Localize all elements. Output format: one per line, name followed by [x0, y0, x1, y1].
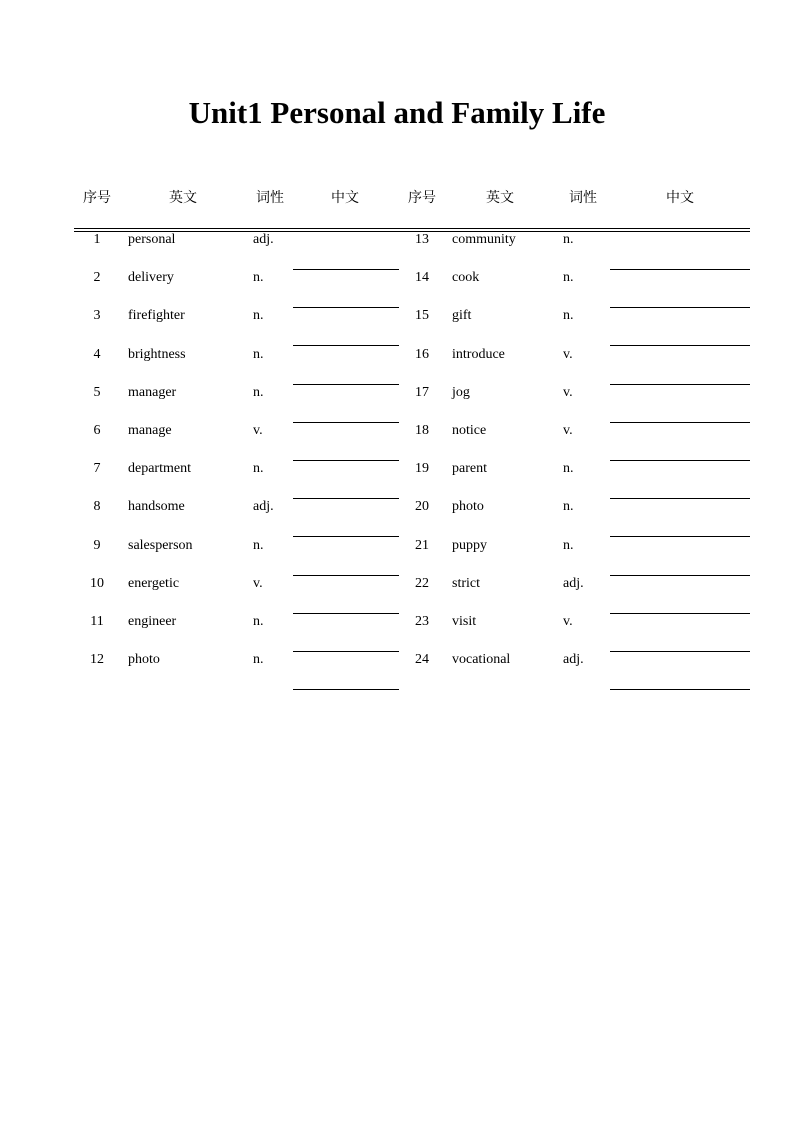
part-of-speech: v. [563, 385, 573, 400]
item-number: 14 [415, 270, 429, 285]
chinese-answer-blank[interactable] [293, 613, 399, 614]
part-of-speech: n. [563, 461, 574, 476]
header-number-right: 序号 [408, 190, 436, 206]
part-of-speech: adj. [563, 576, 584, 591]
chinese-answer-blank[interactable] [610, 269, 750, 270]
chinese-answer-blank[interactable] [610, 307, 750, 308]
item-number: 18 [415, 423, 429, 438]
english-word: handsome [128, 499, 185, 514]
item-number: 1 [93, 232, 101, 247]
chinese-answer-blank[interactable] [610, 460, 750, 461]
chinese-answer-blank[interactable] [610, 536, 750, 537]
chinese-answer-blank[interactable] [610, 345, 750, 346]
item-number: 22 [415, 576, 429, 591]
header-chinese-left: 中文 [331, 190, 359, 206]
english-word: cook [452, 270, 480, 285]
chinese-answer-blank[interactable] [293, 269, 399, 270]
header-pos-left: 词性 [256, 190, 284, 206]
chinese-answer-blank[interactable] [610, 651, 750, 652]
english-word: introduce [452, 347, 505, 362]
item-number: 13 [415, 232, 429, 247]
item-number: 19 [415, 461, 429, 476]
item-number: 21 [415, 538, 429, 553]
part-of-speech: v. [253, 576, 263, 591]
english-word: manage [128, 423, 172, 438]
english-word: energetic [128, 576, 180, 591]
part-of-speech: n. [253, 538, 264, 553]
part-of-speech: adj. [563, 652, 584, 667]
chinese-answer-blank[interactable] [610, 689, 750, 690]
chinese-answer-blank[interactable] [293, 689, 399, 690]
chinese-answer-blank[interactable] [293, 536, 399, 537]
english-word: delivery [128, 270, 174, 285]
item-number: 9 [93, 538, 101, 553]
part-of-speech: n. [563, 270, 574, 285]
english-word: visit [452, 614, 477, 629]
chinese-answer-blank[interactable] [293, 422, 399, 423]
chinese-answer-blank[interactable] [610, 498, 750, 499]
chinese-answer-blank[interactable] [610, 575, 750, 576]
item-number: 24 [415, 652, 429, 667]
part-of-speech: n. [563, 499, 574, 514]
part-of-speech: n. [563, 232, 574, 247]
item-number: 10 [90, 576, 104, 591]
english-word: engineer [128, 614, 177, 629]
part-of-speech: n. [253, 347, 264, 362]
header-chinese-right: 中文 [666, 190, 694, 206]
english-word: puppy [452, 538, 487, 553]
part-of-speech: v. [563, 423, 573, 438]
chinese-answer-blank[interactable] [293, 345, 399, 346]
chinese-answer-blank[interactable] [610, 422, 750, 423]
part-of-speech: n. [253, 461, 264, 476]
part-of-speech: adj. [253, 499, 274, 514]
item-number: 11 [90, 614, 104, 629]
english-word: vocational [452, 652, 511, 667]
part-of-speech: adj. [253, 232, 274, 247]
item-number: 7 [93, 461, 101, 476]
part-of-speech: v. [563, 614, 573, 629]
chinese-answer-blank[interactable] [293, 651, 399, 652]
english-word: personal [128, 232, 176, 247]
english-word: photo [128, 652, 160, 667]
chinese-answer-blank[interactable] [293, 460, 399, 461]
chinese-answer-blank[interactable] [610, 613, 750, 614]
item-number: 23 [415, 614, 429, 629]
header-pos-right: 词性 [569, 190, 597, 206]
part-of-speech: v. [253, 423, 263, 438]
english-word: strict [452, 576, 480, 591]
item-number: 15 [415, 308, 429, 323]
english-word: gift [452, 308, 472, 323]
item-number: 17 [415, 385, 429, 400]
english-word: firefighter [128, 308, 185, 323]
english-word: photo [452, 499, 484, 514]
english-word: salesperson [128, 538, 193, 553]
english-word: brightness [128, 347, 186, 362]
item-number: 20 [415, 499, 429, 514]
part-of-speech: n. [253, 270, 264, 285]
english-word: department [128, 461, 191, 476]
chinese-answer-blank[interactable] [293, 575, 399, 576]
chinese-answer-blank[interactable] [610, 384, 750, 385]
item-number: 12 [90, 652, 104, 667]
item-number: 2 [93, 270, 101, 285]
chinese-answer-blank[interactable] [293, 307, 399, 308]
chinese-answer-blank[interactable] [293, 384, 399, 385]
english-word: notice [452, 423, 487, 438]
item-number: 16 [415, 347, 429, 362]
item-number: 3 [93, 308, 101, 323]
part-of-speech: n. [253, 652, 264, 667]
english-word: community [452, 232, 516, 247]
page-title: Unit1 Personal and Family Life [188, 95, 606, 130]
english-word: jog [452, 385, 470, 400]
chinese-answer-blank[interactable] [293, 498, 399, 499]
header-english-left: 英文 [169, 190, 197, 206]
part-of-speech: n. [563, 538, 574, 553]
item-number: 4 [93, 347, 101, 362]
part-of-speech: n. [253, 308, 264, 323]
part-of-speech: n. [563, 308, 574, 323]
item-number: 6 [93, 423, 101, 438]
item-number: 8 [93, 499, 101, 514]
header-number-left: 序号 [83, 190, 111, 206]
header-english-right: 英文 [486, 190, 514, 206]
part-of-speech: n. [253, 614, 264, 629]
english-word: manager [128, 385, 177, 400]
english-word: parent [452, 461, 487, 476]
part-of-speech: n. [253, 385, 264, 400]
part-of-speech: v. [563, 347, 573, 362]
header-divider [74, 228, 750, 229]
item-number: 5 [93, 385, 101, 400]
